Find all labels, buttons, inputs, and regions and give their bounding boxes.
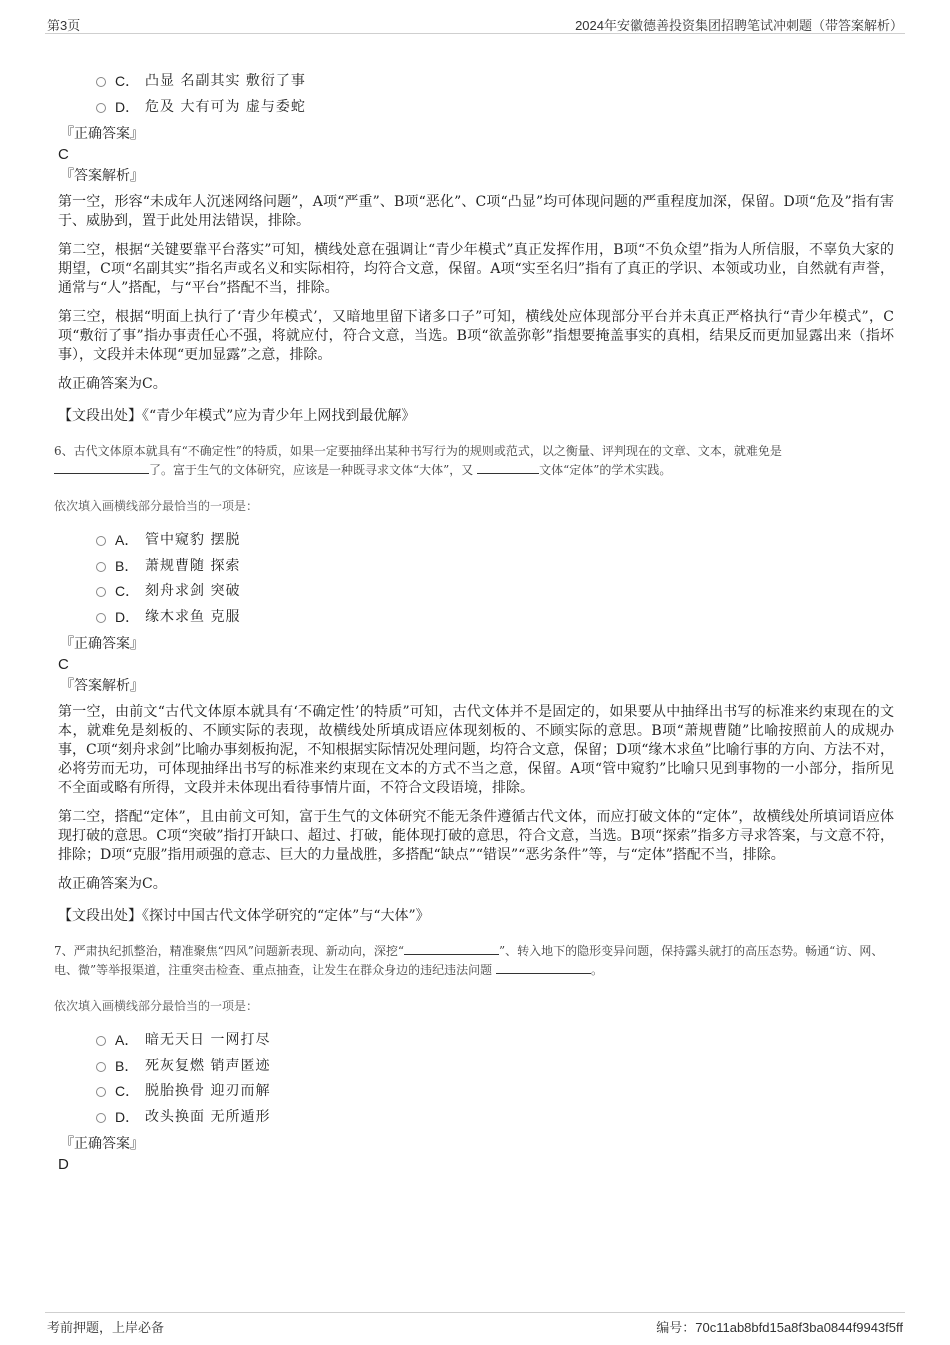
correct-answer-label: 『正确答案』	[60, 636, 144, 652]
option-letter: D．	[115, 1108, 140, 1125]
radio-icon[interactable]	[96, 103, 106, 113]
q6-option-a[interactable]	[96, 529, 894, 555]
footer-slogan: 考前押题，上岸必备	[47, 1320, 165, 1335]
option-text: 缘木求鱼 克服	[145, 608, 241, 625]
stem-text: 文体“定体”的学术实践。	[539, 463, 672, 477]
q6-options	[58, 529, 894, 631]
q7-answer: D	[58, 1156, 69, 1173]
q6-option-d[interactable]	[96, 606, 894, 632]
q7-option-b[interactable]	[96, 1055, 894, 1081]
stem-text: 6、古代文体原本就具有“不确定性”的特质，如果一定要抽绎出某种书写行为的规则或范式，以之衡量、评判现在的文章、文本，就难免是	[54, 444, 782, 458]
analysis-paragraph: 第二空，根据“关键要靠平台落实”可知，横线处意在强调让“青少年模式”真正发挥作用，B项“不负众望”指为人所信服，不辜负大家的期望，C项“名副其实”指名声或名义和实际相符，均符合文意，保留。A项“实至名归”指有了真正的学识、本领或功业，自然就有声誉，通常与“人”搭配，与“平台”搭配不当，排除。	[58, 242, 894, 296]
fill-blank	[404, 942, 499, 955]
option-letter: A．	[115, 1032, 139, 1048]
option-letter: C．	[115, 73, 140, 89]
fill-blank	[477, 461, 539, 474]
q5-answer: C	[58, 146, 69, 163]
option-text: 脱胎换骨 迎刃而解	[145, 1083, 271, 1099]
page-header	[45, 12, 905, 34]
q6-stem	[54, 442, 894, 480]
code-label: 编号：	[656, 1320, 696, 1335]
q5-option-d[interactable]	[96, 96, 894, 122]
radio-icon[interactable]	[96, 1062, 106, 1072]
document-title: 2024年安徽德善投资集团招聘笔试冲刺题（带答案解析）	[575, 18, 903, 33]
radio-icon[interactable]	[96, 613, 106, 623]
radio-icon[interactable]	[96, 587, 106, 597]
option-text: 危及 大有可为 虚与委蛇	[145, 98, 306, 115]
correct-answer-label: 『正确答案』	[60, 1136, 144, 1152]
q5-source: 【文段出处】《“青少年模式”应为青少年上网找到最优解》	[58, 408, 416, 424]
q7-stem	[54, 942, 894, 980]
option-text: 萧规曹随 探索	[145, 557, 241, 574]
option-text: 暗无天日 一网打尽	[145, 1032, 271, 1048]
stem-text: 了。富于生气的文体研究，应该是一种既寻求文体“大体”，又	[149, 463, 474, 477]
option-letter: C．	[115, 1083, 140, 1099]
q6-option-b[interactable]	[96, 555, 894, 581]
q7-prompt: 依次填入画横线部分最恰当的一项是：	[54, 999, 259, 1013]
analysis-label: 『答案解析』	[60, 678, 144, 694]
q7-options	[58, 1029, 894, 1131]
option-text: 刻舟求剑 突破	[145, 583, 241, 599]
analysis-conclusion: 故正确答案为C。	[58, 376, 167, 392]
q7-option-d[interactable]	[96, 1106, 894, 1132]
q5-analysis	[58, 193, 894, 394]
option-letter: B．	[115, 1057, 139, 1074]
stem-text: ”、转入地下的隐形变异问题，保持露头就打的高压态势。畅通“访、网、电、微”等举报渠道，注重突击检查、重点抽查，让发生在群众身边的违纪违法问题	[54, 944, 884, 977]
option-letter: B．	[115, 557, 139, 574]
q7-option-c[interactable]	[96, 1080, 894, 1106]
code-value: 70c11ab8bfd15a8f3ba0844f9943f5ff	[695, 1320, 903, 1335]
stem-text: 7、严肃执纪抓整治，精准聚焦“四风”问题新表现、新动向，深挖“	[54, 944, 405, 958]
radio-icon[interactable]	[96, 536, 106, 546]
page-footer	[45, 1312, 905, 1338]
main-content	[54, 70, 894, 1175]
analysis-paragraph: 第一空，由前文“古代文体原本就具有‘不确定性’的特质”可知，古代文体并不是固定的，如果要从中抽绎出书写的标准来约束现在的文本，就难免是刻板的、不顾实际的表现，故横线处所填成语应体现刻板的、不顾实际的意思。B项“萧规曹随”比喻按照前人的成规办事，C项“刻舟求剑”比喻办事刻板拘泥，不知根据实际情况处理问题，均符合文意，保留；D项“缘木求鱼”比喻行事的方向、方法不对，必将劳而无功，可体现抽绎出书写的标准来约束现在文本的方式不当之意，保留。A项“管中窥豹”比喻只见到事物的一小部分，指所见不全面或略有所得，文段并未体现出看待事情片面，不符合文段语境，排除。	[58, 704, 894, 796]
document-code	[656, 1317, 903, 1336]
fill-blank	[54, 461, 149, 474]
q6-prompt: 依次填入画横线部分最恰当的一项是：	[54, 499, 259, 513]
radio-icon[interactable]	[96, 1087, 106, 1097]
q6-answer: C	[58, 656, 69, 673]
q6-source: 【文段出处】《探讨中国古代文体学研究的“定体”与“大体”》	[58, 908, 430, 924]
q7-option-a[interactable]	[96, 1029, 894, 1055]
analysis-paragraph: 第一空，形容“未成年人沉迷网络问题”，A项“严重”、B项“恶化”、C项“凸显”均可体现问题的严重程度加深，保留。D项“危及”指有害于、威胁到，置于此处用法错误，排除。	[58, 194, 894, 229]
fill-blank	[496, 961, 591, 974]
radio-icon[interactable]	[96, 1113, 106, 1123]
correct-answer-label: 『正确答案』	[60, 126, 144, 142]
option-text: 改头换面 无所遁形	[145, 1108, 271, 1125]
analysis-paragraph: 第二空，搭配“定体”，且由前文可知，富于生气的文体研究不能无条件遵循古代文体，而应打破文体的“定体”，故横线处所填词语应体现打破的意思。C项“突破”指打开缺口、超过、打破，能体现打破的意思，符合文意，当选。B项“探索”指多方寻求答案，与文意不符，排除；D项“克服”指用顽强的意志、巨大的力量战胜，多搭配“缺点”“错误”“恶劣条件”等，与“定体”搭配不当，排除。	[58, 809, 894, 863]
stem-text: 。	[590, 963, 603, 977]
radio-icon[interactable]	[96, 1036, 106, 1046]
option-text: 管中窥豹 摆脱	[145, 532, 241, 548]
q5-option-c[interactable]	[96, 70, 894, 96]
option-letter: A．	[115, 532, 139, 548]
analysis-paragraph: 第三空，根据“明面上执行了‘青少年模式’，又暗地里留下诸多口子”可知，横线处应体现部分平台并未真正严格执行“青少年模式”，C项“敷衍了事”指办事责任心不强，将就应付，符合文意，当选。B项“欲盖弥彰”指想要掩盖事实的真相，结果反而更加显露出来（指坏事），文段并未体现“更加显露”之意，排除。	[58, 309, 894, 363]
option-text: 凸显 名副其实 敷衍了事	[145, 73, 306, 89]
q6-analysis	[58, 703, 894, 894]
option-text: 死灰复燃 销声匿迹	[145, 1057, 271, 1074]
option-letter: D．	[115, 98, 140, 115]
radio-icon[interactable]	[96, 562, 106, 572]
analysis-conclusion: 故正确答案为C。	[58, 876, 167, 892]
q5-options	[58, 70, 894, 121]
analysis-label: 『答案解析』	[60, 168, 144, 184]
page-number: 第3页	[47, 18, 81, 33]
option-letter: C．	[115, 583, 140, 599]
q6-option-c[interactable]	[96, 580, 894, 606]
option-letter: D．	[115, 608, 140, 625]
radio-icon[interactable]	[96, 77, 106, 87]
